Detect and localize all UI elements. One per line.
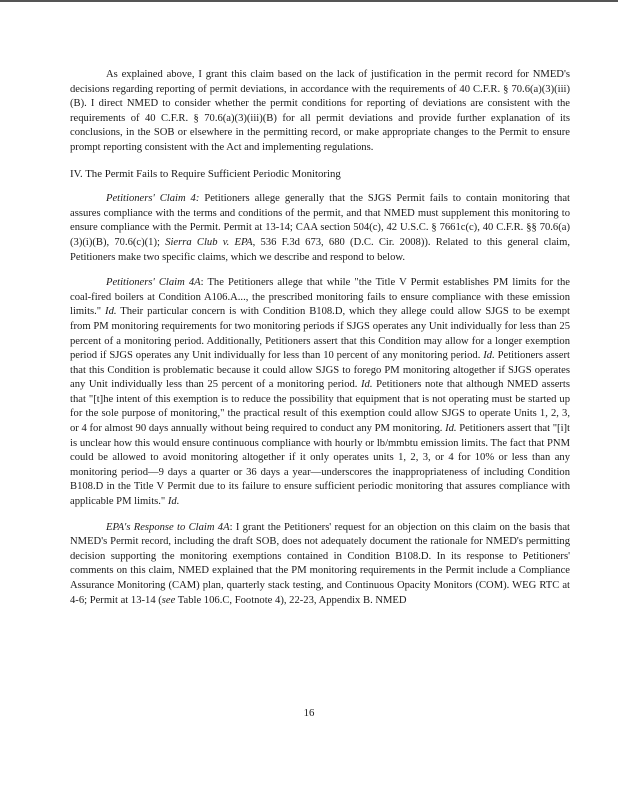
claim-4-text-2: , 536 F.3d 673, 680 (D.C. Cir. 2008)). Related to this general claim, Petitioners make two specific claims, which we describe and respond to below. [70,236,570,263]
response-4a-text-2: Table 106.C, Footnote 4), 22-23, Appendix B. NMED [175,594,407,606]
claim-4a-lead: Petitioners' Claim 4A [106,277,201,289]
page-number: 16 [303,707,315,719]
claim-4a-id-4: Id. [445,423,457,435]
claim-4-lead: Petitioners' Claim 4: [106,193,200,205]
section-heading: IV. The Permit Fails to Require Sufficient Periodic Monitoring [70,167,341,180]
claim-4a-id-3: Id. [361,379,373,391]
claim-4a-text-3: Petitioners assert that this Condition is problematic because it could allow SJGS to forego PM monitoring altogether if SJGS operates any Unit individually less than 25 percent of a monitoring period. [70,350,570,391]
top-border-line [0,0,618,2]
claim-4a-text-1: : The Petitioners allege that while "the Title V Permit establishes PM limits for the coal-fired boilers at Condition A106.A..., the prescribed monitoring fails to ensure compliance with these emission limits." [70,277,571,318]
claim-4a-id-1: Id. [105,306,117,318]
claim-4a-text-2: Their particular concern is with Condition B108.D, which they allege could allow SJGS to be exempt from PM monitoring requirements for two monitoring periods if SJGS operates any Unit individually for less than 25 percent of a monitoring period. Additionally, Petitioners assert that this Condition may allow for a longer exemption period if SJGS operates any Unit individually for less than 10 percent of any monitoring period. [70,306,570,362]
response-4a-see: see [161,594,176,606]
response-4a-text-1: : I grant the Petitioners' request for an objection on this claim on the basis that NMED's Permit record, including the draft SOB, does not adequately document the rationale for NMED's permitting decision supporting the monitoring exemptions contained in Condition B108.D. In its response to Petitioners' comments on this claim, NMED explained that the PM monitoring requirements in the Permit include a Compliance Assurance Monitoring (CAM) plan, quarterly stack testing, and Continuous Opacity Monitors (COM). WEG RTC at 4-6; Permit at 13-14 ( [70,521,570,606]
paragraph-claim-4 [70,192,570,265]
document-body [70,68,570,619]
claim-4-citation: Sierra Club v. EPA [165,236,253,248]
paragraph-claim-4a [70,276,570,510]
response-4a-lead: EPA's Response to Claim 4A [106,521,230,533]
claim-4a-text-4: Petitioners note that although NMED asserts that "[t]he intent of this exemption is to reduce the possibility that equipment that is not operating must be started up for the sole purpose of monitoring," the practical result of this exemption could allow SJGS to operate Units 1, 2, 3, or 4 for almost 90 days annually without being required to conduct any PM monitoring. [70,379,570,435]
claim-4a-id-5: Id. [167,496,180,508]
paragraph-deviation-reporting: As explained above, I grant this claim based on the lack of justification in the permit record for NMED's decisions regarding reporting of permit deviations, in accordance with the requirements of 40 C.F.R. § 70.6(a)(3)(iii)(B). I direct NMED to consider whether the permit conditions for reporting of deviations are consistent with the requirements of 40 C.F.R. § 70.6(a)(3)(iii)(B) for all permit deviations and provide further explanation of its conclusions, in the SOB or elsewhere in the permitting record, or make appropriate changes to the Permit to ensure prompt reporting consistent with the Act and implementing regulations. [70,69,570,153]
claim-4-text-1: Petitioners allege generally that the SJGS Permit fails to contain monitoring that assures compliance with the terms and conditions of the permit, and that NMED must supplement this monitoring to ensure compliance with the Permit. Permit at 13-14; CAA section 504(c), 42 U.S.C. § 7661c(c), 40 C.F.R. §§ 70.6(a)(3)(i)(B), 70.6(c)(1); [70,193,570,248]
claim-4a-text-5: Petitioners assert that "[i]t is unclear how this would ensure continuous compliance with hourly or lb/mmbtu emission limits. The fact that PNM could be allowed to avoid monitoring altogether if it only operates units 1, 2, 3, or 4 for 10% or less than any monitoring period—9 days a quarter or 36 days a year—underscores the inappropriateness of including Condition B108.D in the Title V Permit due to its failure to ensure sufficient periodic monitoring that assures compliance with applicable PM limits." [70,423,570,508]
paragraph-response-4a [70,521,570,609]
claim-4a-id-2: Id. [483,350,495,362]
